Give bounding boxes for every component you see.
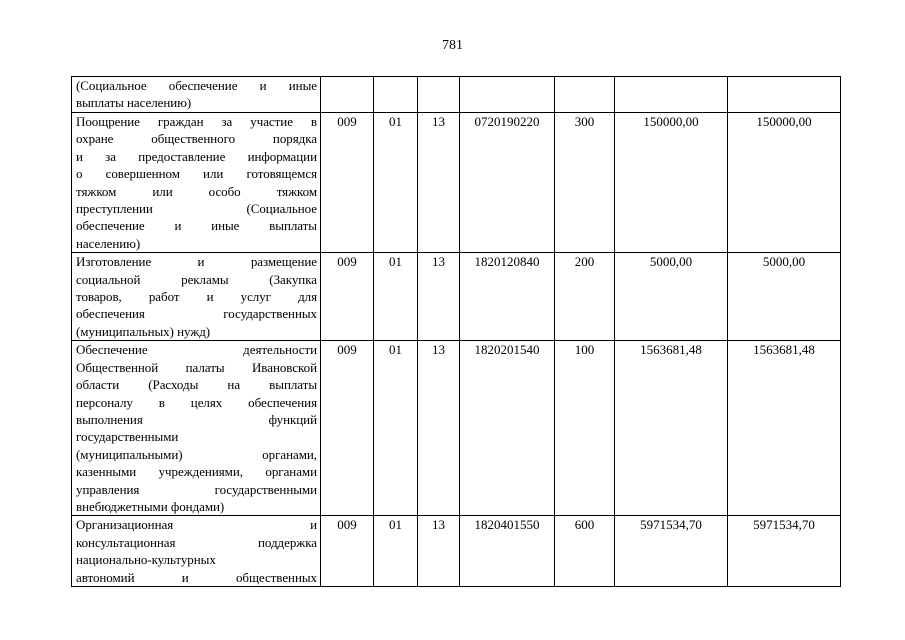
- subsection-code-cell: 13: [418, 253, 460, 341]
- expense-type-cell: 100: [555, 341, 615, 516]
- description-line: области (Расходы на выплаты: [76, 377, 317, 393]
- table-row: [72, 77, 841, 113]
- description-line: обеспечение и иные выплаты: [76, 218, 317, 234]
- section-code-cell: [374, 77, 418, 113]
- description-line: автономий и общественных: [76, 569, 317, 585]
- amount-second-cell: [728, 77, 841, 113]
- description-line: Общественной палаты Ивановской: [76, 359, 317, 375]
- amount-second-cell: 5000,00: [728, 253, 841, 341]
- row-description: [72, 341, 321, 516]
- subsection-code-cell: [418, 77, 460, 113]
- section-code-cell: 01: [374, 113, 418, 253]
- ministry-code-cell: [321, 77, 374, 113]
- section-code-cell: 01: [374, 516, 418, 587]
- description-line: национально-культурных: [76, 552, 216, 568]
- expense-type-cell: 200: [555, 253, 615, 341]
- description-line: Изготовление и размещение: [76, 254, 317, 270]
- amount-first-cell: 150000,00: [615, 113, 728, 253]
- ministry-code-cell: 009: [321, 516, 374, 587]
- description-line: персоналу в целях обеспечения: [76, 394, 317, 410]
- page-number: 781: [442, 38, 463, 53]
- description-line: Организационная и: [76, 517, 317, 533]
- description-line: выполнения функций: [76, 411, 317, 427]
- expense-type-cell: 300: [555, 113, 615, 253]
- description-line: охране общественного порядка: [76, 131, 317, 147]
- amount-first-cell: 1563681,48: [615, 341, 728, 516]
- ministry-code-cell: 009: [321, 253, 374, 341]
- amount-first-cell: [615, 77, 728, 113]
- description-line: Обеспечение деятельности: [76, 342, 317, 358]
- description-line: Поощрение граждан за участие в: [76, 114, 317, 129]
- amount-first-cell: 5000,00: [615, 253, 728, 341]
- description-line: социальной рекламы (Закупка: [76, 271, 317, 287]
- row-description: [72, 113, 321, 253]
- row-description: [72, 253, 321, 341]
- description-line: внебюджетными фондами): [76, 498, 225, 514]
- description-line: (Социальное обеспечение и иные: [76, 78, 317, 93]
- target-article-cell: 1820401550: [460, 516, 555, 587]
- table-row: [72, 516, 841, 587]
- description-line: товаров, работ и услуг для: [76, 289, 317, 305]
- budget-table: [71, 76, 841, 587]
- description-line: государственными: [76, 429, 179, 445]
- description-line: населению): [76, 235, 141, 251]
- table-row: [72, 113, 841, 253]
- description-line: казенными учреждениями, органами: [76, 464, 317, 480]
- description-line: тяжком или особо тяжком: [76, 183, 317, 199]
- description-line: и за предоставление информации: [76, 148, 317, 164]
- target-article-cell: 0720190220: [460, 113, 555, 253]
- amount-second-cell: 5971534,70: [728, 516, 841, 587]
- description-line: выплаты населению): [76, 95, 192, 111]
- description-line: (муниципальными) органами,: [76, 446, 317, 462]
- subsection-code-cell: 13: [418, 113, 460, 253]
- amount-second-cell: 1563681,48: [728, 341, 841, 516]
- description-line: о совершенном или готовящемся: [76, 166, 317, 182]
- subsection-code-cell: 13: [418, 516, 460, 587]
- amount-second-cell: 150000,00: [728, 113, 841, 253]
- ministry-code-cell: 009: [321, 113, 374, 253]
- description-line: управления государственными: [76, 481, 317, 497]
- table-row: [72, 341, 841, 516]
- target-article-cell: 1820201540: [460, 341, 555, 516]
- description-line: преступлении (Социальное: [76, 201, 317, 217]
- section-code-cell: 01: [374, 341, 418, 516]
- expense-type-cell: [555, 77, 615, 113]
- table-row: [72, 253, 841, 341]
- description-line: (муниципальных) нужд): [76, 323, 211, 339]
- ministry-code-cell: 009: [321, 341, 374, 516]
- amount-first-cell: 5971534,70: [615, 516, 728, 587]
- expense-type-cell: 600: [555, 516, 615, 587]
- description-line: консультационная поддержка: [76, 534, 317, 550]
- row-description: [72, 77, 321, 113]
- section-code-cell: 01: [374, 253, 418, 341]
- target-article-cell: [460, 77, 555, 113]
- row-description: [72, 516, 321, 587]
- subsection-code-cell: 13: [418, 341, 460, 516]
- target-article-cell: 1820120840: [460, 253, 555, 341]
- description-line: обеспечения государственных: [76, 306, 317, 322]
